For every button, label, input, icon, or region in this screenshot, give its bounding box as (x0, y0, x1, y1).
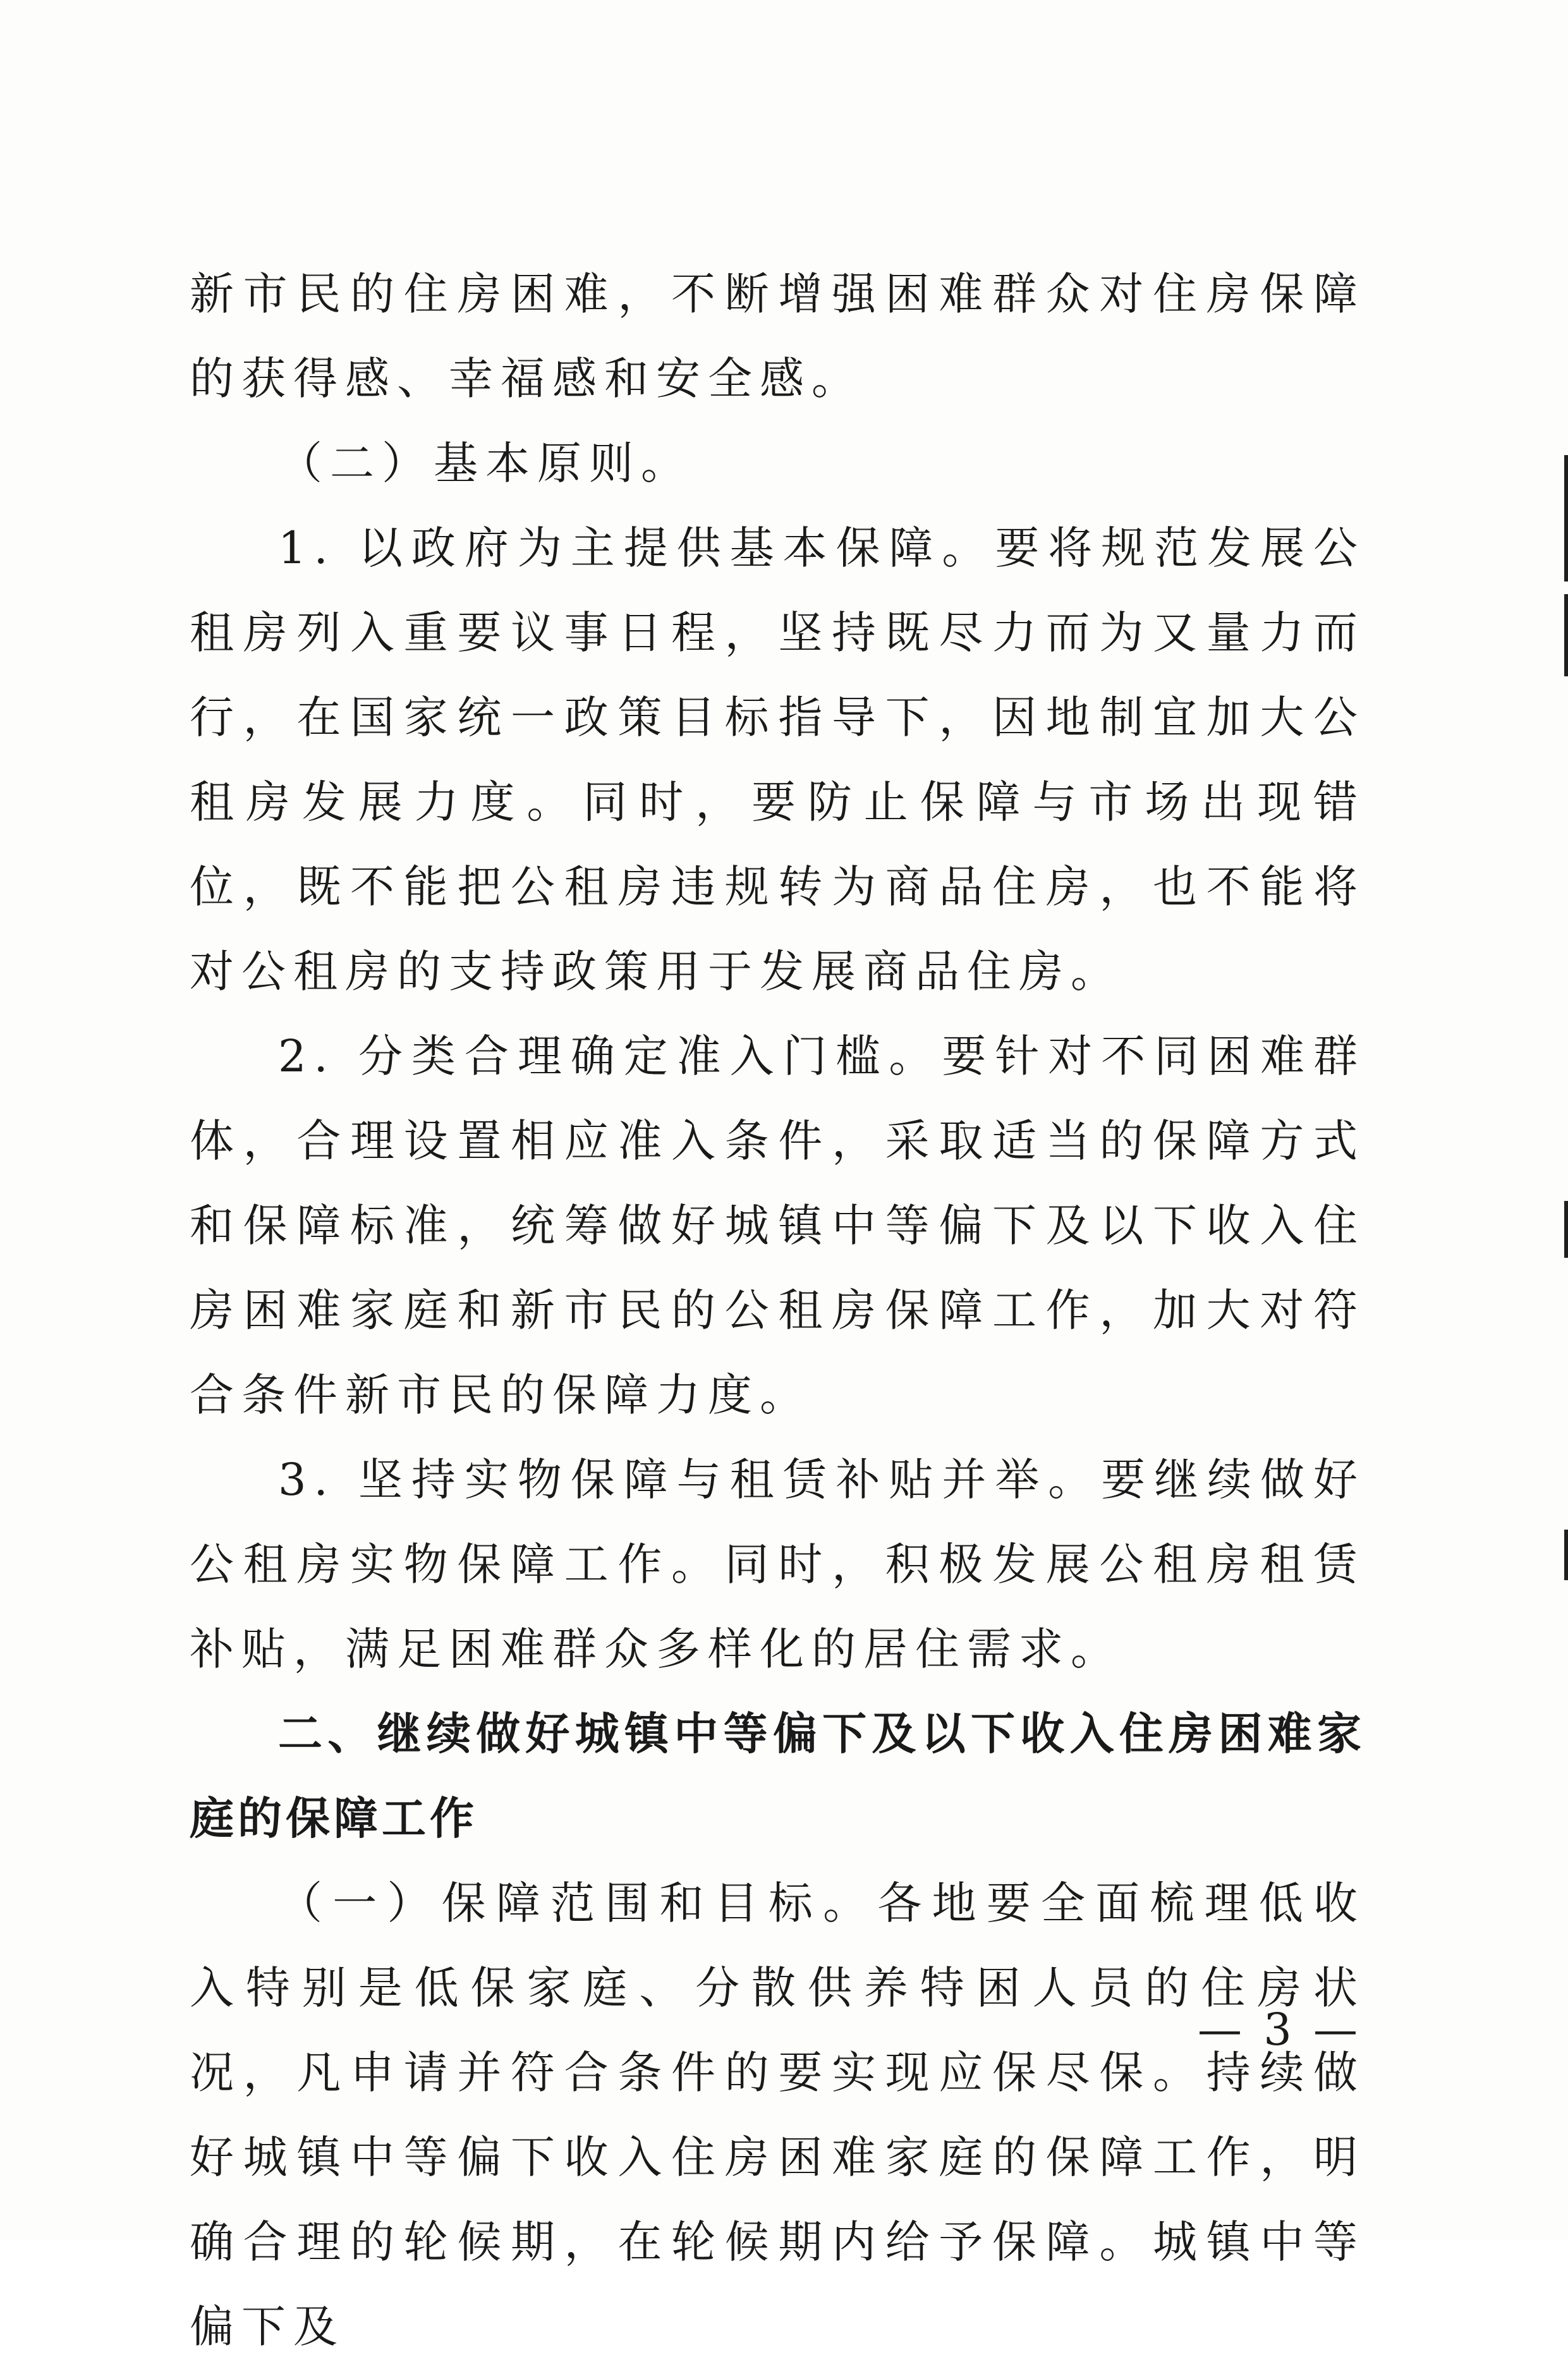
section-heading-2: 二、继续做好城镇中等偏下及以下收入住房困难家庭的保障工作 (190, 1708, 1365, 1844)
scan-edge-mark (1564, 1530, 1568, 1580)
paragraph-section-heading-basic-principles: （二）基本原则。 (278, 437, 693, 489)
paragraph-principle-2: 2. 分类合理确定准入门槛。要针对不同困难群体，合理设置相应准入条件，采取适当的保障方式和保障标准，统筹做好城镇中等偏下及以下收入住房困难家庭和新市民的公租房保障工作，加大对符合条件新市民的保障力度。 (190, 1030, 1365, 1421)
document-body (190, 252, 1365, 2369)
scan-edge-mark (1564, 1201, 1568, 1258)
paragraph-scope-and-goal: （一）保障范围和目标。各地要全面梳理低收入特别是低保家庭、分散供养特困人员的住房状况，凡申请并符合条件的要实现应保尽保。持续做好城镇中等偏下收入住房困难家庭的保障工作，明确合理的轮候期，在轮候期内给予保障。城镇中等偏下及 (190, 1877, 1365, 2353)
scan-edge-mark (1564, 455, 1568, 582)
paragraph-principle-3: 3. 坚持实物保障与租赁补贴并举。要继续做好公租房实物保障工作。同时，积极发展公租房租赁补贴，满足困难群众多样化的居住需求。 (190, 1454, 1365, 1675)
paragraph-continuation: 新市民的住房困难，不断增强困难群众对住房保障的获得感、幸福感和安全感。 (190, 268, 1365, 405)
paragraph-principle-1: 1. 以政府为主提供基本保障。要将规范发展公租房列入重要议事日程，坚持既尽力而为又量力而行，在国家统一政策目标指导下，因地制宜加大公租房发展力度。同时，要防止保障与市场出现错位，既不能把公租房违规转为商品住房，也不能将对公租房的支持政策用于发展商品住房。 (190, 522, 1365, 997)
page-number: — 3 — (1198, 2004, 1362, 2055)
scan-edge-mark (1564, 594, 1568, 676)
